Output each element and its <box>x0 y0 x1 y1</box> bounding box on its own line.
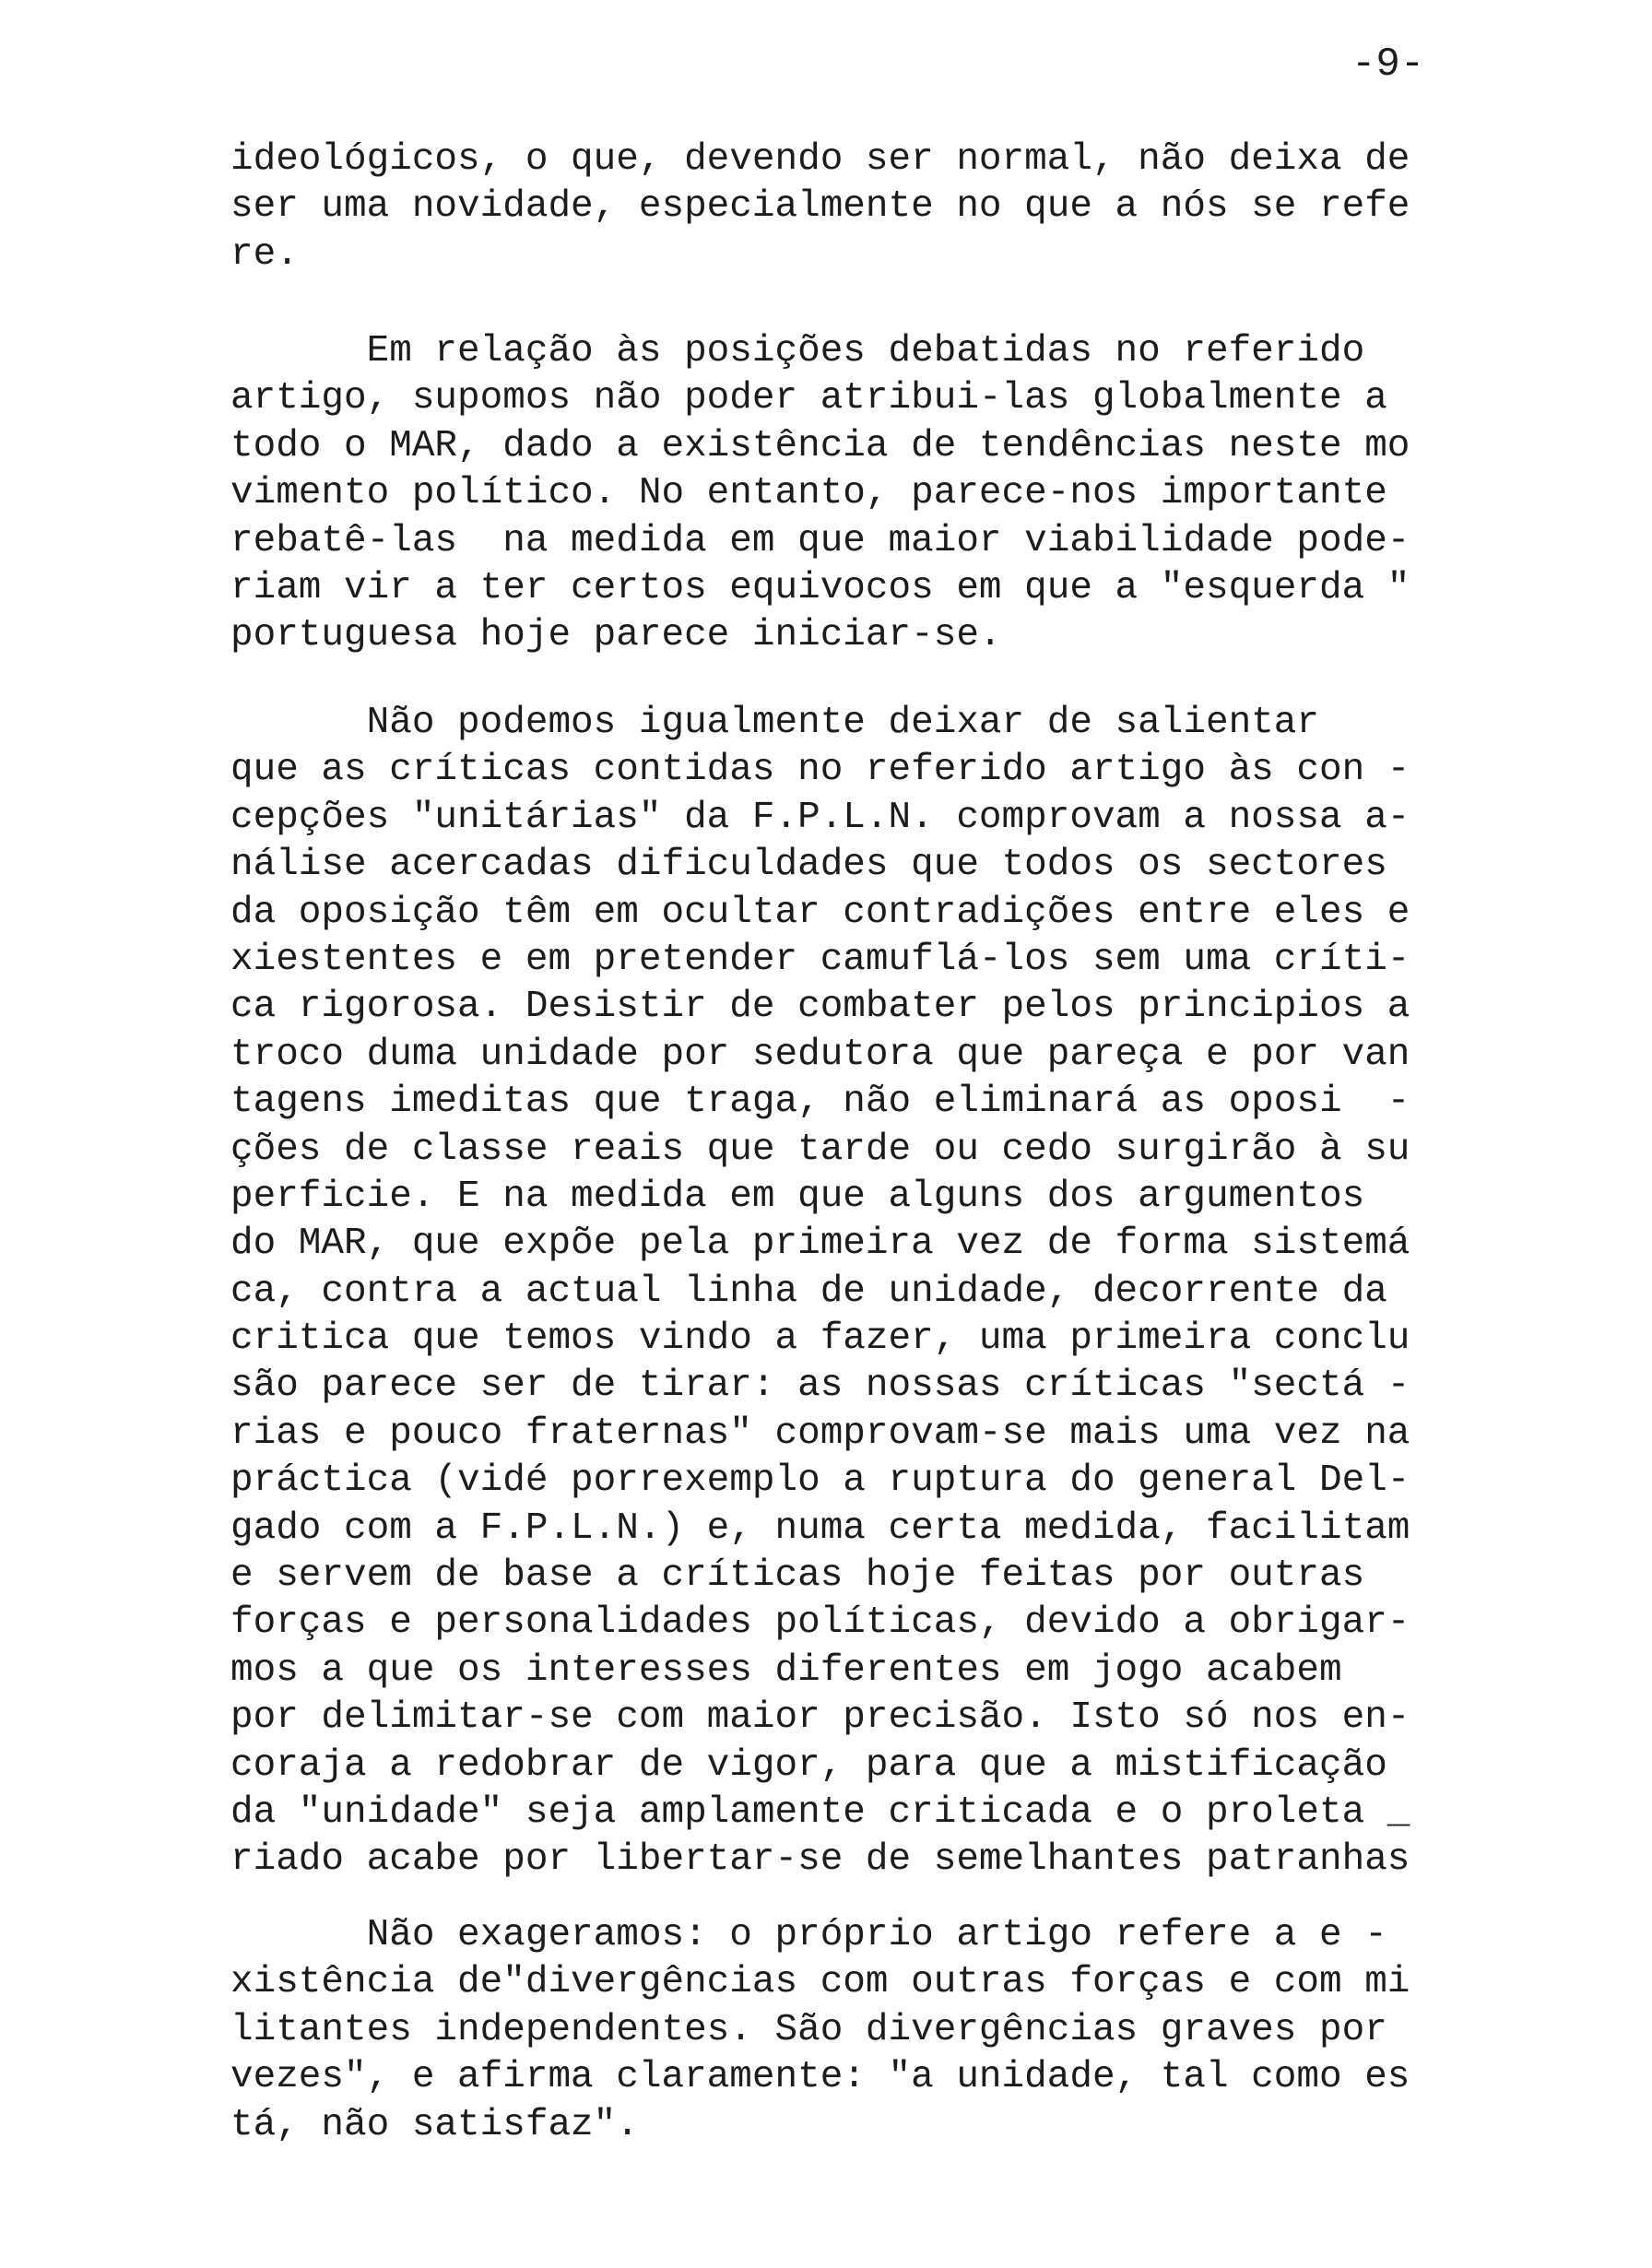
text-line: litantes independentes. São divergências graves por <box>230 2008 1387 2051</box>
text-line: por delimitar-se com maior precisão. Isto só nos en- <box>230 1696 1410 1740</box>
text-line: re. <box>230 232 299 276</box>
text-line: práctica (vidé porrexemplo a ruptura do general Del- <box>230 1459 1410 1503</box>
text-line: ca rigorosa. Desistir de combater pelos principios a <box>230 986 1410 1029</box>
paragraph-2 <box>230 328 1558 660</box>
text-line: tagens imeditas que traga, não eliminará as oposi - <box>230 1081 1410 1124</box>
paragraph-4 <box>230 1912 1558 2149</box>
text-line: vimento político. No entanto, parece-nos importante <box>230 472 1387 515</box>
text-line: mos a que os interesses diferentes em jogo acabem <box>230 1648 1342 1692</box>
text-line: xistência de"divergências com outras forças e com mi <box>230 1961 1410 2004</box>
text-line: riado acabe por libertar-se de semelhantes patranhas <box>230 1838 1410 1882</box>
text-line: rebatê-las na medida em que maior viabilidade pode- <box>230 519 1410 562</box>
text-line: xiestentes e em pretender camuflá-los sem uma críti- <box>230 938 1410 981</box>
text-line: ser uma novidade, especialmente no que a nós se refe <box>230 185 1410 229</box>
text-line: coraja a redobrar de vigor, para que a mistificação <box>230 1743 1387 1787</box>
text-line: nálise acercadas dificuldades que todos os sectores <box>230 844 1387 887</box>
text-line: e servem de base a críticas hoje feitas por outras <box>230 1554 1365 1598</box>
text-line: troco duma unidade por sedutora que pareça e por van <box>230 1033 1410 1076</box>
page-number: -9- <box>1351 41 1425 88</box>
text-line: Não podemos igualmente deixar de salientar <box>230 702 1319 744</box>
text-line: da "unidade" seja amplamente criticada e o proleta _ <box>230 1790 1410 1834</box>
text-line: rias e pouco fraternas" comprovam-se mais uma vez na <box>230 1412 1410 1455</box>
text-line: do MAR, que expõe pela primeira vez de forma sistemá <box>230 1223 1410 1266</box>
text-line: riam vir a ter certos equivocos em que a "esquerda " <box>230 566 1410 609</box>
text-line: ções de classe reais que tarde ou cedo surgirão à su <box>230 1128 1410 1171</box>
text-line: ideológicos, o que, devendo ser normal, não deixa de <box>230 138 1410 181</box>
text-line: Não exageramos: o próprio artigo refere a e - <box>230 1914 1387 1956</box>
text-line: todo o MAR, dado a existência de tendências neste mo <box>230 424 1410 467</box>
text-line: vezes", e afirma claramente: "a unidade, tal como es <box>230 2056 1410 2099</box>
paragraph-3 <box>230 700 1558 1884</box>
text-line: artigo, supomos não poder atribui-las globalmente a <box>230 377 1387 420</box>
text-line: perficie. E na medida em que alguns dos argumentos <box>230 1175 1365 1218</box>
text-line: tá, não satisfaz". <box>230 2103 639 2146</box>
text-line: critica que temos vindo a fazer, uma primeira conclu <box>230 1317 1410 1361</box>
text-line: ca, contra a actual linha de unidade, decorrente da <box>230 1270 1387 1313</box>
text-line: da oposição têm em ocultar contradições entre eles e <box>230 891 1410 934</box>
text-line: gado com a F.P.L.N.) e, numa certa medida, facilitam <box>230 1506 1410 1550</box>
text-line: são parece ser de tirar: as nossas críticas "sectá - <box>230 1364 1410 1408</box>
paragraph-1 <box>230 136 1558 278</box>
text-line: cepções "unitárias" da F.P.L.N. comprovam a nossa a- <box>230 796 1410 839</box>
text-line: portuguesa hoje parece iniciar-se. <box>230 614 1002 657</box>
text-line: Em relação às posições debatidas no referido <box>230 330 1365 372</box>
text-line: que as críticas contidas no referido artigo às con - <box>230 749 1410 792</box>
text-line: forças e personalidades políticas, devido a obrigar- <box>230 1601 1410 1645</box>
